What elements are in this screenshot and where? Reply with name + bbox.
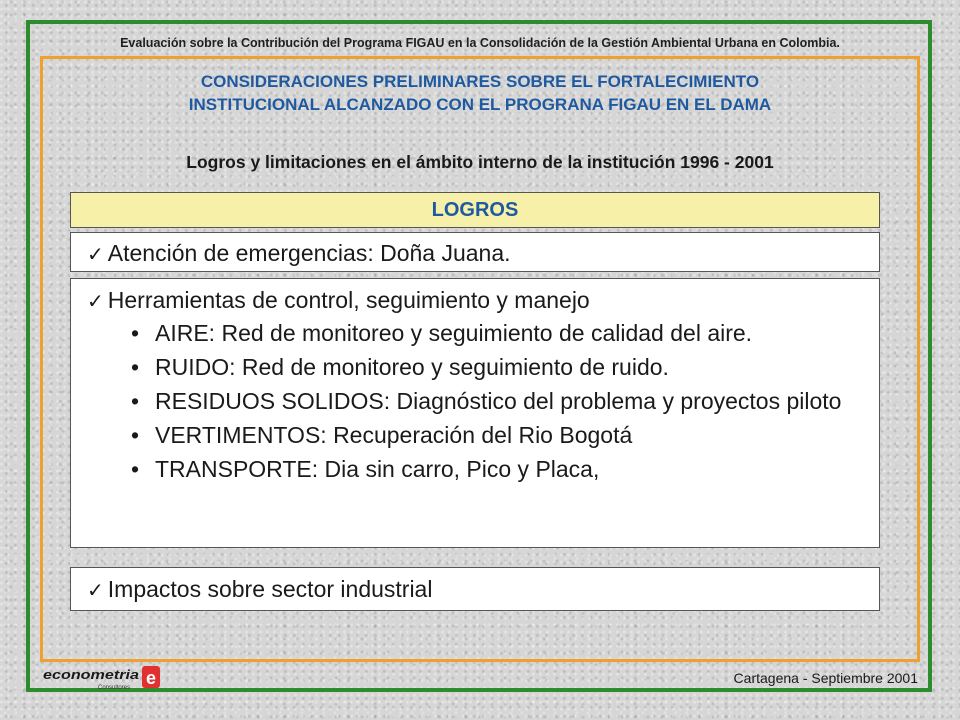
slide-subtitle: Logros y limitaciones en el ámbito interno de la institución 1996 - 2001 <box>186 152 774 172</box>
presentation-caption: Evaluación sobre la Contribución del Programa FIGAU en la Consolidación de la Gestión Ambiental Urbana en Colombia. <box>120 36 840 50</box>
herramientas-item <box>87 287 590 314</box>
bullet-icon: • <box>131 456 140 482</box>
impactos-text: Impactos sobre sector industrial <box>107 576 433 602</box>
logros-label: LOGROS <box>431 198 519 221</box>
slide-title <box>46 70 914 116</box>
emergencias-text: Atención de emergencias: Doña Juana. <box>107 240 511 266</box>
bullet-item-vertimentos <box>127 423 869 448</box>
logo-wordmark: econometria <box>43 667 139 682</box>
herramientas-box <box>70 278 880 548</box>
bullet-item-ruido <box>127 355 869 380</box>
herramientas-bullet-list <box>127 321 869 491</box>
bullet-item-residuos <box>127 389 869 414</box>
bullet-icon: • <box>131 388 140 414</box>
bullet-text: AIRE: Red de monitoreo y seguimiento de calidad del aire. <box>155 320 753 346</box>
bullet-text: RUIDO: Red de monitoreo y seguimiento de ruido. <box>155 354 669 380</box>
check-icon: ✓ <box>87 242 104 266</box>
slide-title-line-2: INSTITUCIONAL ALCANZADO CON EL PROGRANA FIGAU EN EL DAMA <box>188 95 772 114</box>
logo-subtext: Consultores <box>98 685 131 691</box>
bullet-text: VERTIMENTOS: Recuperación del Rio Bogotá <box>155 422 633 448</box>
logros-banner <box>70 192 880 228</box>
herramientas-text: Herramientas de control, seguimiento y manejo <box>107 287 590 313</box>
bullet-icon: • <box>131 320 140 346</box>
check-icon: ✓ <box>87 289 104 313</box>
bullet-icon: • <box>131 422 140 448</box>
slide-title-line-1: CONSIDERACIONES PRELIMINARES SOBRE EL FORTALECIMIENTO <box>200 72 760 91</box>
bullet-item-transporte <box>127 457 869 482</box>
emergencias-item <box>87 240 511 267</box>
emergencias-box <box>70 232 880 272</box>
impactos-item <box>87 576 432 603</box>
check-icon: ✓ <box>87 578 104 602</box>
bullet-icon: • <box>131 354 140 380</box>
econometria-logo <box>42 664 162 692</box>
bullet-text: RESIDUOS SOLIDOS: Diagnóstico del problema y proyectos piloto <box>155 388 842 414</box>
footer-location-date: Cartagena - Septiembre 2001 <box>733 670 918 686</box>
bullet-text: TRANSPORTE: Dia sin carro, Pico y Placa, <box>155 456 600 482</box>
impactos-box <box>70 567 880 611</box>
svg-text:e: e <box>146 668 157 688</box>
bullet-item-aire <box>127 321 869 346</box>
